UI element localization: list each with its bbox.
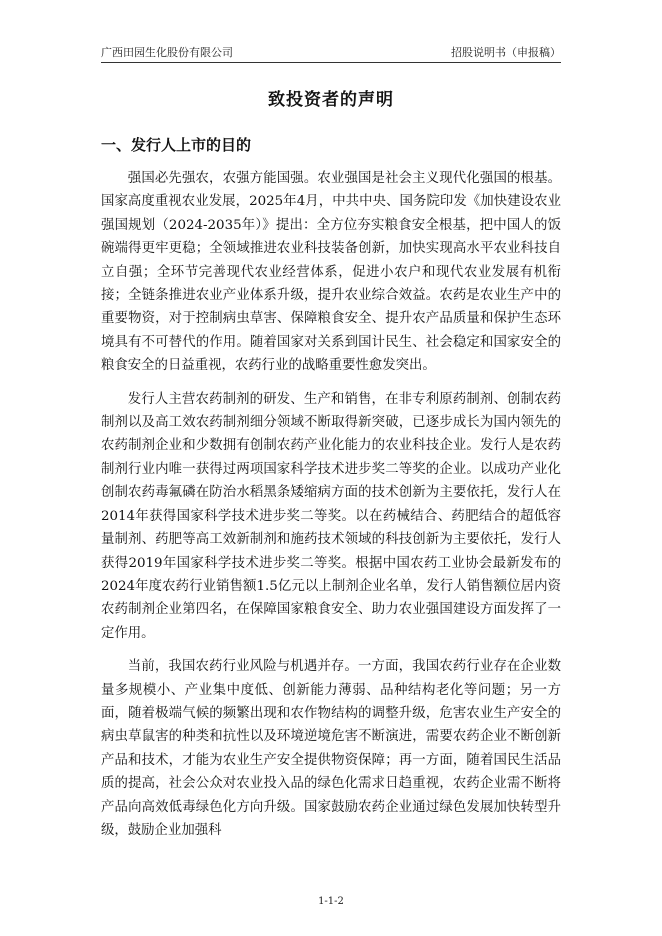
- section-heading: 一、发行人上市的目的: [101, 136, 252, 154]
- header-divider: [101, 62, 561, 63]
- header-document-type: 招股说明书（申报稿）: [451, 46, 561, 59]
- paragraph-1: 强国必先强农，农强方能国强。农业强国是社会主义现代化强国的根基。国家高度重视农业发展，2025年4月，中共中央、国务院印发《加快建设农业强国规划（2024-2035年）》提出：全方位夯实粮食安全根基，把中国人的饭碗端得更牢更稳；全领域推进农业科技装备创新，加快实现高水平农业科技自立自强；全环节完善现代农业经营体系，促进小农户和现代农业发展有机衔接；全链条推进农业产业体系升级，提升农业综合效益。农药是农业生产中的重要物资，对于控制病虫草害、保障粮食安全、提升农产品质量和保护生态环境具有不可替代的作用。随着国家对关系到国计民生、社会稳定和国家安全的粮食安全的日益重视，农药行业的战略重要性愈发突出。: [101, 171, 561, 374]
- page-title: 致投资者的声明: [268, 90, 394, 110]
- paragraph-2: 发行人主营农药制剂的研发、生产和销售，在非专利原药制剂、创制农药制剂以及高工效农药制剂细分领域不断取得新突破，已逐步成长为国内领先的农药制剂企业和少数拥有创制农药产业化能力的农业科技企业。发行人是农药制剂行业内唯一获得过两项国家科学技术进步奖二等奖的企业。以成功产业化创制农药毒氟磷在防治水稻黑条矮缩病方面的技术创新为主要依托，发行人在2014年获得国家科学技术进步奖二等奖。以在药械结合、药肥结合的超低容量制剂、药肥等高工效新制剂和施药技术领域的科技创新为主要依托，发行人获得2019年国家科学技术进步奖二等奖。根据中国农药工业协会最新发布的2024年度农药行业销售额1.5亿元以上制剂企业名单，发行人销售额位居内资农药制剂企业第四名，在保障国家粮食安全、助力农业强国建设方面发挥了一定作用。: [101, 391, 561, 641]
- header-company-name: 广西田园生化股份有限公司: [101, 46, 233, 59]
- page-header: [101, 44, 561, 62]
- section-body: [101, 167, 561, 852]
- page-number: 1-1-2: [318, 896, 344, 907]
- paragraph-3: 当前，我国农药行业风险与机遇并存。一方面，我国农药行业存在企业数量多规模小、产业集中度低、创新能力薄弱、品种结构老化等问题；另一方面，随着极端气候的频繁出现和农作物结构的调整升级，危害农业生产安全的病虫草鼠害的种类和抗性以及环境逆境危害不断演进，需要农药企业不断创新产品和技术，才能为农业生产安全提供物资保障；再一方面，随着国民生活品质的提高，社会公众对农业投入品的绿色化需求日趋重视，农药企业需不断将产品向高效低毒绿色化方向升级。国家鼓励农药企业通过绿色发展加快转型升级，鼓励企业加强科: [101, 659, 561, 838]
